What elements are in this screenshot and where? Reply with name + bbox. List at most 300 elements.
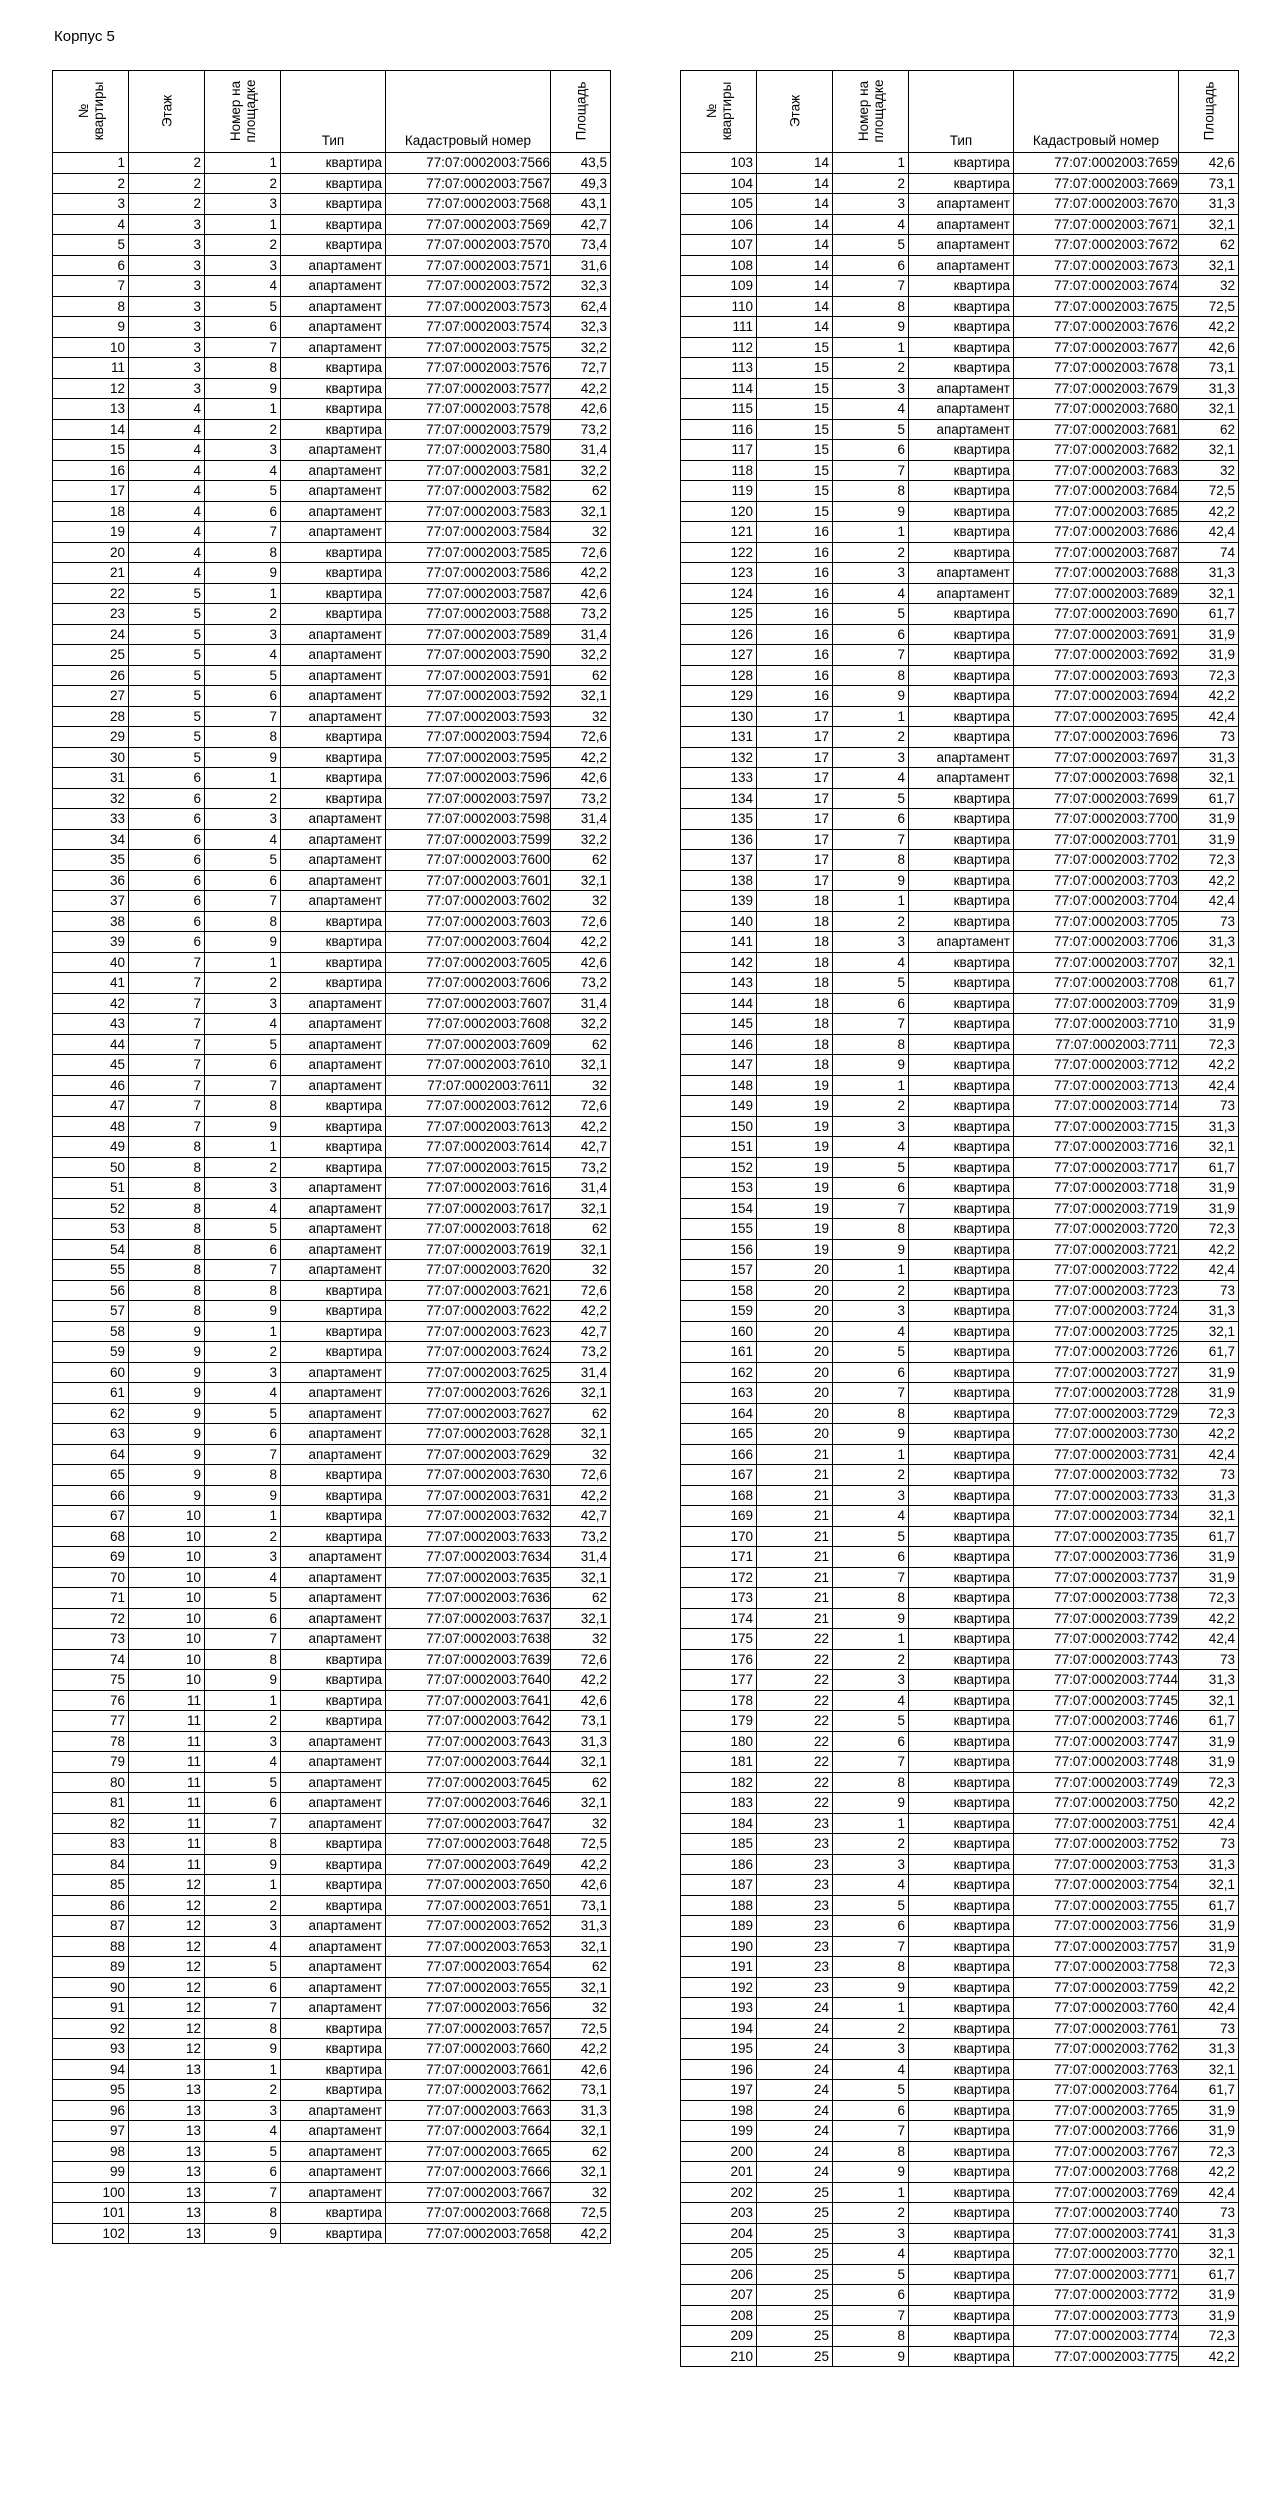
type-cell: апартамент	[281, 1813, 386, 1834]
floor-cell: 12	[129, 2018, 205, 2039]
cadastral-number-cell: 77:07:0002003:7677	[1014, 337, 1179, 358]
type-cell: квартира	[909, 1526, 1014, 1547]
floor-cell: 24	[757, 2018, 833, 2039]
header-area: Площадь	[551, 71, 611, 153]
apartment-number-cell: 120	[681, 501, 757, 522]
platform-number-cell: 9	[205, 932, 281, 953]
table-row	[53, 1485, 611, 1506]
floor-cell: 16	[757, 665, 833, 686]
cadastral-number-cell: 77:07:0002003:7702	[1014, 850, 1179, 871]
cadastral-number-cell: 77:07:0002003:7772	[1014, 2285, 1179, 2306]
type-cell: квартира	[909, 809, 1014, 830]
floor-cell: 14	[757, 317, 833, 338]
cadastral-number-cell: 77:07:0002003:7775	[1014, 2346, 1179, 2367]
platform-number-cell: 5	[205, 481, 281, 502]
floor-cell: 23	[757, 1813, 833, 1834]
type-cell: квартира	[909, 276, 1014, 297]
type-cell: квартира	[281, 214, 386, 235]
platform-number-cell: 9	[205, 747, 281, 768]
cadastral-number-cell: 77:07:0002003:7676	[1014, 317, 1179, 338]
cadastral-number-cell: 77:07:0002003:7656	[386, 1998, 551, 2019]
type-cell: квартира	[909, 1239, 1014, 1260]
table-row	[681, 952, 1239, 973]
apartment-number-cell: 105	[681, 194, 757, 215]
table-row	[681, 850, 1239, 871]
area-cell: 73,2	[551, 1157, 611, 1178]
table-row	[681, 2141, 1239, 2162]
cadastral-number-cell: 77:07:0002003:7721	[1014, 1239, 1179, 1260]
floor-cell: 21	[757, 1547, 833, 1568]
type-cell: квартира	[909, 993, 1014, 1014]
type-cell: апартамент	[281, 891, 386, 912]
platform-number-cell: 9	[833, 2162, 909, 2183]
table-header	[53, 71, 611, 153]
area-cell: 31,3	[551, 1916, 611, 1937]
area-cell: 72,6	[551, 1649, 611, 1670]
area-cell: 31,4	[551, 809, 611, 830]
apartment-number-cell: 202	[681, 2182, 757, 2203]
area-cell: 32,1	[551, 1608, 611, 1629]
apartment-number-cell: 107	[681, 235, 757, 256]
cadastral-number-cell: 77:07:0002003:7645	[386, 1772, 551, 1793]
apartment-number-cell: 101	[53, 2203, 129, 2224]
table-row	[681, 706, 1239, 727]
apartment-number-cell: 47	[53, 1096, 129, 1117]
cadastral-number-cell: 77:07:0002003:7681	[1014, 419, 1179, 440]
type-cell: квартира	[909, 645, 1014, 666]
platform-number-cell: 9	[205, 1301, 281, 1322]
platform-number-cell: 9	[833, 1793, 909, 1814]
table-row	[53, 1957, 611, 1978]
cadastral-number-cell: 77:07:0002003:7603	[386, 911, 551, 932]
platform-number-cell: 9	[205, 1670, 281, 1691]
header-area: Площадь	[1179, 71, 1239, 153]
type-cell: квартира	[909, 2080, 1014, 2101]
platform-number-cell: 4	[833, 1875, 909, 1896]
apartment-number-cell: 55	[53, 1260, 129, 1281]
cadastral-number-cell: 77:07:0002003:7770	[1014, 2244, 1179, 2265]
type-cell: апартамент	[281, 1055, 386, 1076]
area-cell: 73,4	[551, 235, 611, 256]
header-floor: Этаж	[757, 71, 833, 153]
table-row	[53, 1014, 611, 1035]
platform-number-cell: 3	[205, 194, 281, 215]
platform-number-cell: 2	[205, 788, 281, 809]
platform-number-cell: 6	[205, 1239, 281, 1260]
type-cell: квартира	[909, 788, 1014, 809]
cadastral-number-cell: 77:07:0002003:7719	[1014, 1198, 1179, 1219]
type-cell: квартира	[909, 1588, 1014, 1609]
platform-number-cell: 5	[205, 1957, 281, 1978]
floor-cell: 9	[129, 1403, 205, 1424]
apartment-number-cell: 85	[53, 1875, 129, 1896]
platform-number-cell: 1	[833, 1075, 909, 1096]
floor-cell: 24	[757, 2100, 833, 2121]
type-cell: апартамент	[281, 1547, 386, 1568]
apartment-number-cell: 60	[53, 1362, 129, 1383]
area-cell: 32,1	[551, 1936, 611, 1957]
platform-number-cell: 7	[205, 1260, 281, 1281]
table-row	[681, 1383, 1239, 1404]
type-cell: квартира	[281, 604, 386, 625]
apartment-number-cell: 199	[681, 2121, 757, 2142]
floor-cell: 11	[129, 1711, 205, 1732]
apartment-number-cell: 68	[53, 1526, 129, 1547]
cadastral-number-cell: 77:07:0002003:7720	[1014, 1219, 1179, 1240]
platform-number-cell: 7	[205, 337, 281, 358]
cadastral-number-cell: 77:07:0002003:7749	[1014, 1772, 1179, 1793]
type-cell: квартира	[281, 542, 386, 563]
floor-cell: 9	[129, 1383, 205, 1404]
platform-number-cell: 3	[833, 1670, 909, 1691]
table-row	[53, 501, 611, 522]
table-row	[53, 891, 611, 912]
floor-cell: 22	[757, 1793, 833, 1814]
area-cell: 31,6	[551, 255, 611, 276]
platform-number-cell: 7	[833, 829, 909, 850]
table-row	[53, 1711, 611, 1732]
platform-number-cell: 7	[833, 645, 909, 666]
cadastral-number-cell: 77:07:0002003:7688	[1014, 563, 1179, 584]
area-cell: 61,7	[1179, 2080, 1239, 2101]
apartment-number-cell: 49	[53, 1137, 129, 1158]
platform-number-cell: 7	[205, 891, 281, 912]
apartment-number-cell: 20	[53, 542, 129, 563]
area-cell: 42,4	[1179, 1998, 1239, 2019]
floor-cell: 23	[757, 1875, 833, 1896]
apartment-number-cell: 144	[681, 993, 757, 1014]
floor-cell: 11	[129, 1772, 205, 1793]
cadastral-number-cell: 77:07:0002003:7710	[1014, 1014, 1179, 1035]
table-row	[53, 2203, 611, 2224]
table-row	[53, 2121, 611, 2142]
table-row	[681, 645, 1239, 666]
platform-number-cell: 9	[205, 2039, 281, 2060]
area-cell: 73,2	[551, 1526, 611, 1547]
type-cell: апартамент	[281, 1198, 386, 1219]
table-row	[681, 1342, 1239, 1363]
type-cell: квартира	[281, 1321, 386, 1342]
cadastral-number-cell: 77:07:0002003:7694	[1014, 686, 1179, 707]
cadastral-number-cell: 77:07:0002003:7586	[386, 563, 551, 584]
apartment-number-cell: 204	[681, 2223, 757, 2244]
area-cell: 73,2	[551, 973, 611, 994]
cadastral-number-cell: 77:07:0002003:7594	[386, 727, 551, 748]
floor-cell: 9	[129, 1444, 205, 1465]
table-row	[681, 153, 1239, 174]
cadastral-number-cell: 77:07:0002003:7673	[1014, 255, 1179, 276]
cadastral-number-cell: 77:07:0002003:7745	[1014, 1690, 1179, 1711]
area-cell: 32,1	[551, 1383, 611, 1404]
apartment-number-cell: 150	[681, 1116, 757, 1137]
apartment-number-cell: 39	[53, 932, 129, 953]
floor-cell: 10	[129, 1649, 205, 1670]
table-row	[681, 1711, 1239, 1732]
cadastral-number-cell: 77:07:0002003:7588	[386, 604, 551, 625]
apartment-number-cell: 179	[681, 1711, 757, 1732]
floor-cell: 3	[129, 317, 205, 338]
platform-number-cell: 6	[833, 1547, 909, 1568]
platform-number-cell: 5	[833, 788, 909, 809]
apartment-number-cell: 50	[53, 1157, 129, 1178]
floor-cell: 2	[129, 194, 205, 215]
type-cell: квартира	[909, 1014, 1014, 1035]
platform-number-cell: 5	[205, 850, 281, 871]
apartment-number-cell: 192	[681, 1977, 757, 1998]
platform-number-cell: 4	[205, 1198, 281, 1219]
area-cell: 42,2	[1179, 686, 1239, 707]
platform-number-cell: 2	[833, 1834, 909, 1855]
area-cell: 32,1	[551, 1239, 611, 1260]
platform-number-cell: 2	[205, 173, 281, 194]
floor-cell: 8	[129, 1198, 205, 1219]
apartment-number-cell: 72	[53, 1608, 129, 1629]
apartment-number-cell: 147	[681, 1055, 757, 1076]
type-cell: квартира	[909, 1465, 1014, 1486]
area-cell: 42,2	[1179, 1977, 1239, 1998]
apartment-number-cell: 78	[53, 1731, 129, 1752]
floor-cell: 6	[129, 932, 205, 953]
apartment-number-cell: 33	[53, 809, 129, 830]
apartment-number-cell: 37	[53, 891, 129, 912]
table-row	[681, 440, 1239, 461]
platform-number-cell: 2	[205, 419, 281, 440]
table-row	[681, 1936, 1239, 1957]
platform-number-cell: 7	[833, 2121, 909, 2142]
cadastral-number-cell: 77:07:0002003:7674	[1014, 276, 1179, 297]
platform-number-cell: 9	[205, 378, 281, 399]
apartment-number-cell: 191	[681, 1957, 757, 1978]
cadastral-number-cell: 77:07:0002003:7573	[386, 296, 551, 317]
apartment-number-cell: 148	[681, 1075, 757, 1096]
area-cell: 31,3	[1179, 1854, 1239, 1875]
platform-number-cell: 1	[205, 1321, 281, 1342]
type-cell: апартамент	[909, 932, 1014, 953]
platform-number-cell: 6	[833, 809, 909, 830]
type-cell: апартамент	[281, 1424, 386, 1445]
cadastral-number-cell: 77:07:0002003:7617	[386, 1198, 551, 1219]
type-cell: квартира	[909, 1690, 1014, 1711]
cadastral-number-cell: 77:07:0002003:7604	[386, 932, 551, 953]
cadastral-number-cell: 77:07:0002003:7691	[1014, 624, 1179, 645]
cadastral-number-cell: 77:07:0002003:7768	[1014, 2162, 1179, 2183]
platform-number-cell: 5	[833, 2080, 909, 2101]
type-cell: апартамент	[281, 1608, 386, 1629]
table-row	[681, 604, 1239, 625]
platform-number-cell: 5	[833, 604, 909, 625]
area-cell: 32,1	[551, 501, 611, 522]
platform-number-cell: 5	[205, 1034, 281, 1055]
apartment-number-cell: 108	[681, 255, 757, 276]
apartment-number-cell: 125	[681, 604, 757, 625]
apartment-number-cell: 35	[53, 850, 129, 871]
cadastral-number-cell: 77:07:0002003:7707	[1014, 952, 1179, 973]
apartment-number-cell: 65	[53, 1465, 129, 1486]
platform-number-cell: 6	[833, 2285, 909, 2306]
platform-number-cell: 3	[205, 993, 281, 1014]
type-cell: квартира	[909, 870, 1014, 891]
table-row	[681, 2182, 1239, 2203]
area-cell: 42,2	[1179, 1055, 1239, 1076]
area-cell: 31,9	[1179, 2100, 1239, 2121]
area-cell: 32,1	[1179, 2244, 1239, 2265]
area-cell: 62	[551, 665, 611, 686]
cadastral-number-cell: 77:07:0002003:7622	[386, 1301, 551, 1322]
floor-cell: 17	[757, 747, 833, 768]
cadastral-number-cell: 77:07:0002003:7663	[386, 2100, 551, 2121]
table-row	[53, 1752, 611, 1773]
cadastral-number-cell: 77:07:0002003:7575	[386, 337, 551, 358]
type-cell: квартира	[909, 850, 1014, 871]
floor-cell: 7	[129, 1116, 205, 1137]
cadastral-number-cell: 77:07:0002003:7587	[386, 583, 551, 604]
floor-cell: 5	[129, 686, 205, 707]
floor-cell: 16	[757, 686, 833, 707]
type-cell: апартамент	[281, 276, 386, 297]
floor-cell: 16	[757, 522, 833, 543]
type-cell: апартамент	[281, 1936, 386, 1957]
apartment-number-cell: 41	[53, 973, 129, 994]
table-row	[53, 1834, 611, 1855]
type-cell: квартира	[909, 2182, 1014, 2203]
area-cell: 73	[1179, 727, 1239, 748]
area-cell: 32,1	[551, 1055, 611, 1076]
type-cell: квартира	[281, 2059, 386, 2080]
platform-number-cell: 8	[205, 2018, 281, 2039]
area-cell: 72,3	[1179, 1034, 1239, 1055]
platform-number-cell: 1	[833, 1813, 909, 1834]
type-cell: апартамент	[909, 194, 1014, 215]
type-cell: квартира	[909, 891, 1014, 912]
area-cell: 73,2	[551, 419, 611, 440]
floor-cell: 24	[757, 2121, 833, 2142]
table-row	[53, 1219, 611, 1240]
platform-number-cell: 4	[833, 1137, 909, 1158]
area-cell: 42,4	[1179, 1629, 1239, 1650]
table-row	[681, 399, 1239, 420]
floor-cell: 13	[129, 2182, 205, 2203]
area-cell: 43,5	[551, 153, 611, 174]
cadastral-number-cell: 77:07:0002003:7704	[1014, 891, 1179, 912]
platform-number-cell: 2	[833, 542, 909, 563]
platform-number-cell: 1	[833, 1260, 909, 1281]
type-cell: апартамент	[909, 768, 1014, 789]
table-row	[53, 686, 611, 707]
cadastral-number-cell: 77:07:0002003:7737	[1014, 1567, 1179, 1588]
floor-cell: 7	[129, 993, 205, 1014]
floor-cell: 5	[129, 706, 205, 727]
platform-number-cell: 4	[205, 1014, 281, 1035]
platform-number-cell: 7	[833, 276, 909, 297]
area-cell: 31,3	[1179, 2039, 1239, 2060]
table-row	[681, 1362, 1239, 1383]
floor-cell: 14	[757, 255, 833, 276]
apartment-number-cell: 23	[53, 604, 129, 625]
platform-number-cell: 9	[833, 870, 909, 891]
cadastral-number-cell: 77:07:0002003:7632	[386, 1506, 551, 1527]
area-cell: 32,1	[551, 1752, 611, 1773]
area-cell: 32,1	[1179, 399, 1239, 420]
floor-cell: 8	[129, 1137, 205, 1158]
area-cell: 61,7	[1179, 1342, 1239, 1363]
apartment-number-cell: 75	[53, 1670, 129, 1691]
apartment-number-cell: 16	[53, 460, 129, 481]
platform-number-cell: 7	[205, 2182, 281, 2203]
table-row	[53, 255, 611, 276]
type-cell: квартира	[909, 153, 1014, 174]
floor-cell: 15	[757, 358, 833, 379]
apartment-number-cell: 127	[681, 645, 757, 666]
area-cell: 31,3	[1179, 194, 1239, 215]
area-cell: 73,2	[551, 788, 611, 809]
table-row	[53, 1403, 611, 1424]
cadastral-number-cell: 77:07:0002003:7609	[386, 1034, 551, 1055]
type-cell: апартамент	[281, 1752, 386, 1773]
area-cell: 32	[551, 522, 611, 543]
floor-cell: 20	[757, 1301, 833, 1322]
platform-number-cell: 7	[833, 1014, 909, 1035]
type-cell: квартира	[909, 1854, 1014, 1875]
cadastral-number-cell: 77:07:0002003:7668	[386, 2203, 551, 2224]
type-cell: апартамент	[281, 829, 386, 850]
type-cell: апартамент	[281, 1383, 386, 1404]
cadastral-number-cell: 77:07:0002003:7599	[386, 829, 551, 850]
apartment-number-cell: 195	[681, 2039, 757, 2060]
platform-number-cell: 2	[205, 1895, 281, 1916]
platform-number-cell: 6	[205, 317, 281, 338]
floor-cell: 4	[129, 542, 205, 563]
floor-cell: 24	[757, 2162, 833, 2183]
table-row	[53, 2223, 611, 2244]
floor-cell: 12	[129, 1957, 205, 1978]
floor-cell: 25	[757, 2264, 833, 2285]
apartment-number-cell: 172	[681, 1567, 757, 1588]
table-row	[53, 1567, 611, 1588]
type-cell: апартамент	[281, 1916, 386, 1937]
type-cell: апартамент	[281, 2100, 386, 2121]
table-row	[53, 645, 611, 666]
table-row	[681, 1793, 1239, 1814]
area-cell: 32,1	[551, 2162, 611, 2183]
cadastral-number-cell: 77:07:0002003:7610	[386, 1055, 551, 1076]
type-cell: апартамент	[281, 2162, 386, 2183]
area-cell: 42,7	[551, 1506, 611, 1527]
type-cell: квартира	[909, 1342, 1014, 1363]
apartment-number-cell: 188	[681, 1895, 757, 1916]
cadastral-number-cell: 77:07:0002003:7576	[386, 358, 551, 379]
cadastral-number-cell: 77:07:0002003:7742	[1014, 1629, 1179, 1650]
area-cell: 73,1	[1179, 173, 1239, 194]
type-cell: квартира	[281, 973, 386, 994]
floor-cell: 9	[129, 1342, 205, 1363]
table-row	[681, 1198, 1239, 1219]
cadastral-number-cell: 77:07:0002003:7738	[1014, 1588, 1179, 1609]
floor-cell: 12	[129, 1895, 205, 1916]
floor-cell: 10	[129, 1588, 205, 1609]
cadastral-number-cell: 77:07:0002003:7621	[386, 1280, 551, 1301]
apartment-number-cell: 187	[681, 1875, 757, 1896]
type-cell: апартамент	[281, 481, 386, 502]
platform-number-cell: 5	[205, 296, 281, 317]
table-row	[53, 1280, 611, 1301]
type-cell: квартира	[909, 1301, 1014, 1322]
cadastral-number-cell: 77:07:0002003:7728	[1014, 1383, 1179, 1404]
cadastral-number-cell: 77:07:0002003:7761	[1014, 2018, 1179, 2039]
type-cell: квартира	[281, 1895, 386, 1916]
floor-cell: 5	[129, 727, 205, 748]
type-cell: апартамент	[281, 1567, 386, 1588]
type-cell: квартира	[281, 1096, 386, 1117]
